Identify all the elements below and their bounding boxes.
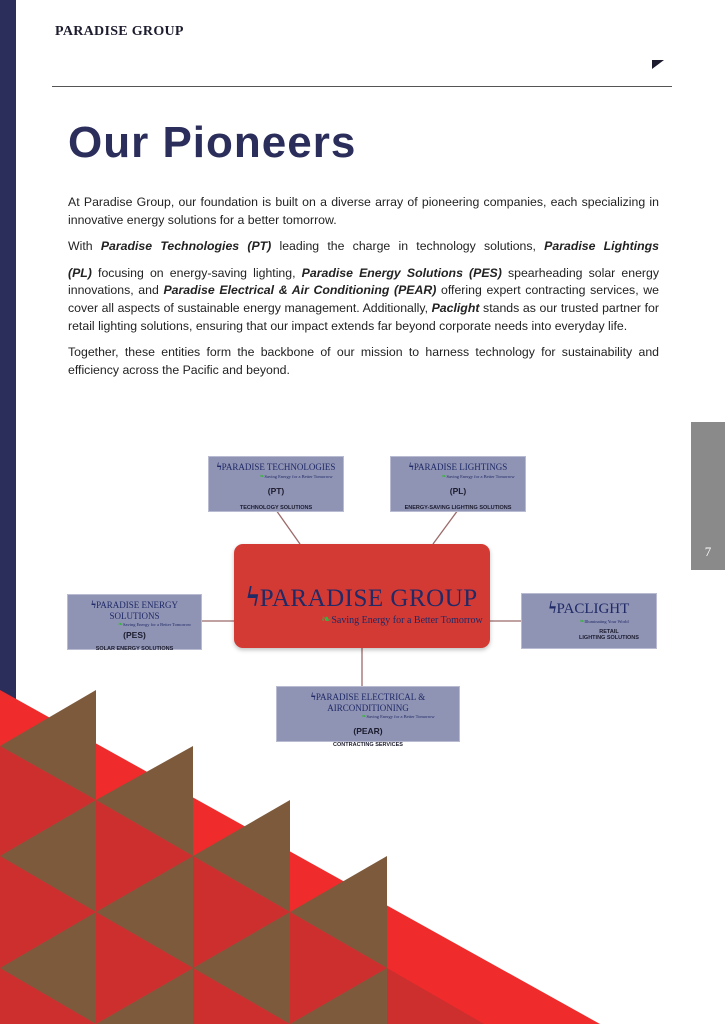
paragraph-intro: At Paradise Group, our foundation is built on a diverse array of pioneering companies, each specializing in innovative energy solutions for a better tomorrow. [68, 195, 659, 227]
connector-pt [276, 510, 300, 544]
paragraph-companies-lead: With Paradise Technologies (PT) leading the charge in technology solutions, Paradise Lightings [68, 239, 659, 254]
leaf-icon: ❧ [579, 619, 585, 625]
lightning-bolt-icon: ϟ [310, 691, 316, 703]
leaf-icon: ❧ [321, 612, 332, 626]
company-pl-name: Paradise Lightings [544, 239, 659, 254]
leaf-icon: ❧ [117, 622, 123, 628]
company-pear-name: Paradise Electrical & Air Conditioning (PEAR) [163, 283, 437, 298]
header-title: PARADISE GROUP [55, 24, 184, 39]
lightning-bolt-icon: ϟ [408, 461, 414, 473]
company-pes-name: Paradise Energy Solutions (PES) [301, 265, 502, 280]
node-paradise-energy-solutions: ϟPARADISE ENERGY SOLUTIONS ❧Saving Energy for a Better Tomorrow (PES) SOLAR ENERGY SOLUTIONS [67, 594, 202, 650]
node-paclight: ϟPACLIGHT ❧Illuminating Your World RETAIL LIGHTING SOLUTIONS [521, 593, 657, 649]
paragraph-closing: Together, these entities form the backbone of our mission to harness technology for sustainability and efficiency across the Pacific and beyond. [68, 345, 659, 377]
lightning-bolt-icon: ϟ [90, 599, 97, 611]
leaf-icon: ❧ [259, 474, 265, 480]
company-pl-abbr: (PL) [68, 265, 92, 280]
page-number: 7 [704, 544, 712, 559]
lightning-bolt-icon: ϟ [216, 461, 222, 473]
leaf-icon: ❧ [441, 474, 447, 480]
page-title: Our Pioneers [68, 118, 357, 167]
node-paradise-group: ϟPARADISE GROUP ❧Saving Energy for a Better Tomorrow [234, 544, 490, 648]
corner-mark-icon [652, 60, 664, 69]
lightning-bolt-icon: ϟ [548, 598, 557, 617]
connector-pl [433, 510, 458, 544]
header-divider [52, 86, 672, 87]
node-paradise-lightings: ϟPARADISE LIGHTINGS ❧Saving Energy for a Better Tomorrow (PL) ENERGY-SAVING LIGHTING SOLUTIONS [390, 456, 526, 512]
company-paclight-name: Paclight [431, 300, 480, 315]
paragraph-companies: (PL) focusing on energy-saving lighting, Paradise Energy Solutions (PES) spearheading solar energy innovations, and Paradise Electrical & Air Conditioning (PEAR) offering expert contracting services, we cover all aspects of sustainable energy management. Additionally, Paclight stands as our trusted partner for retail lighting solutions, ensuring that our impact extends far beyond corporate needs into everyday life. [68, 265, 660, 333]
leaf-icon: ❧ [361, 714, 367, 720]
node-paradise-technologies: ϟPARADISE TECHNOLOGIES ❧Saving Energy for a Better Tomorrow (PT) TECHNOLOGY SOLUTIONS [208, 456, 344, 512]
company-pt-name: Paradise Technologies (PT) [100, 239, 272, 254]
decorative-triangle-pattern [0, 690, 725, 1024]
body-text [68, 194, 659, 388]
node-paradise-electrical-airconditioning: ϟPARADISE ELECTRICAL & AIRCONDITIONING ❧Saving Energy for a Better Tomorrow (PEAR) CONTRACTING SERVICES [276, 686, 460, 742]
lightning-bolt-icon: ϟ [246, 582, 260, 613]
